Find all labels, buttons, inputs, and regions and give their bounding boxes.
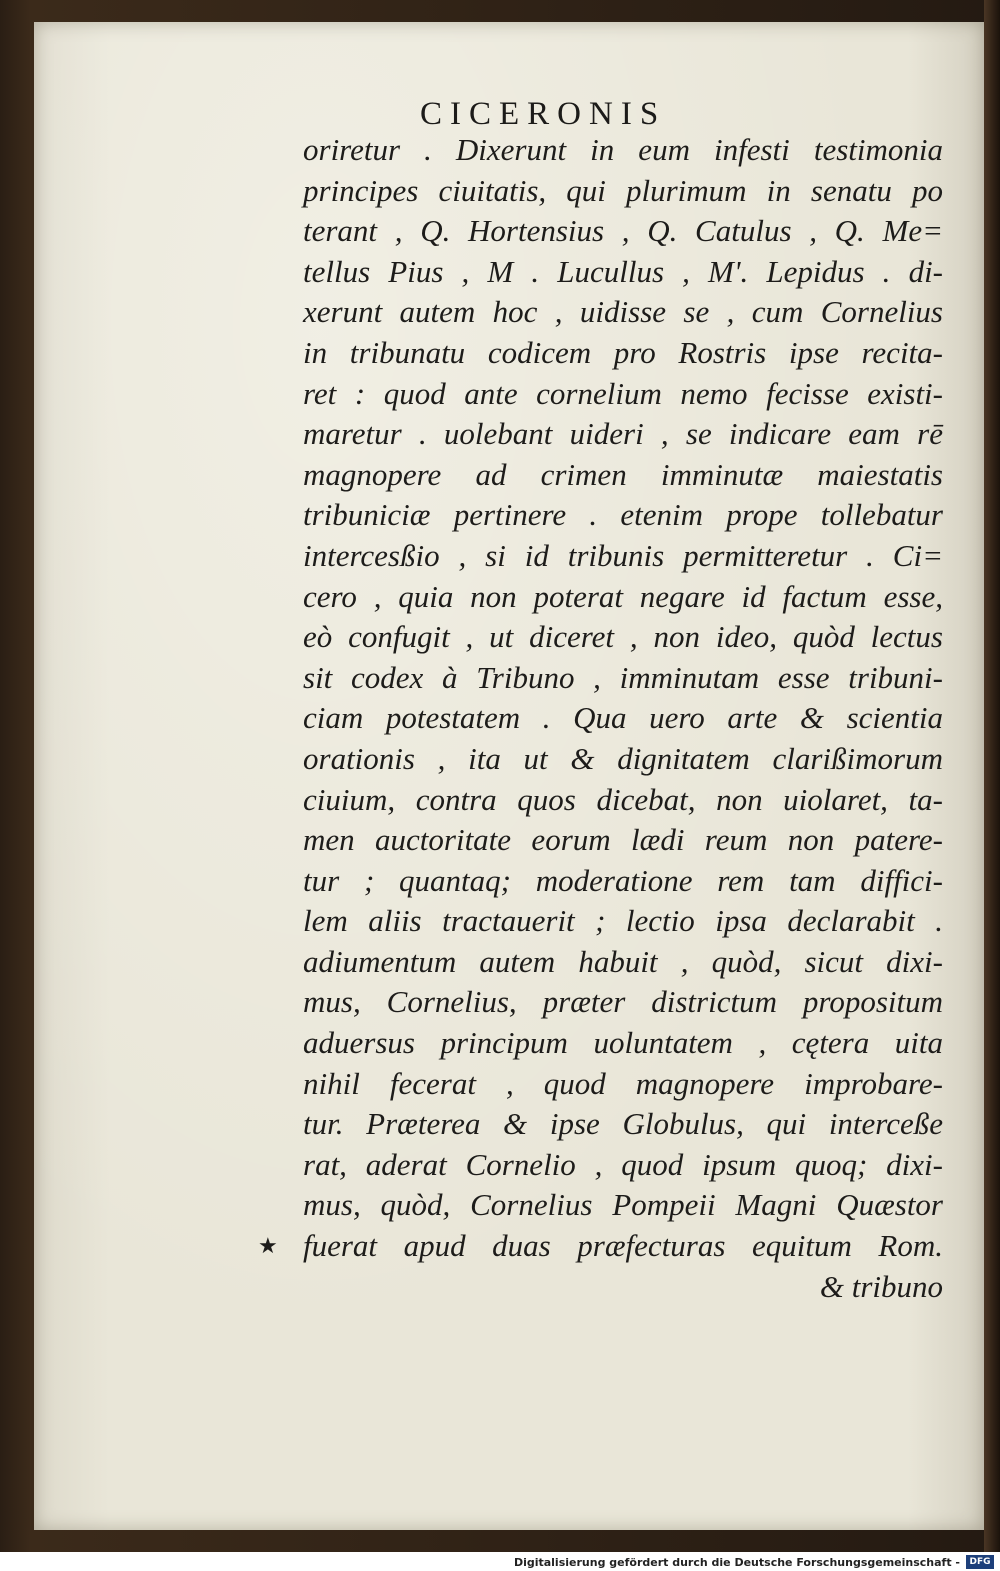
footer-bar xyxy=(0,1552,1000,1571)
text-line: tribuniciæ pertinere . etenim prope tollebatur xyxy=(303,497,943,533)
book-edge xyxy=(984,0,1000,1552)
text-line: ret : quod ante cornelium nemo fecisse existi- xyxy=(303,375,943,411)
text-line: men auctoritate eorum lædi reum non patere- xyxy=(303,822,943,858)
text-line: intercesßio , si id tribunis permitteretur . Ci= xyxy=(303,537,943,573)
text-line: tur ; quantaq; moderatione rem tam diffici- xyxy=(303,862,943,898)
catchword: & tribuno xyxy=(819,1268,943,1304)
text-line: principes ciuitatis, qui plurimum in senatu po xyxy=(303,172,943,208)
running-head: CICERONIS xyxy=(420,96,667,132)
text-line: oriretur . Dixerunt in eum infesti testimonia xyxy=(303,132,943,167)
text-line: eò confugit , ut diceret , non ideo, quòd lectus xyxy=(303,619,943,655)
text-line: sit codex à Tribuno , imminutam esse tribuni- xyxy=(303,659,943,695)
dfg-logo-icon: DFG xyxy=(966,1555,994,1569)
text-line: xerunt autem hoc , uidisse se , cum Cornelius xyxy=(303,294,943,330)
text-line: mus, Cornelius, præter districtum propositum xyxy=(303,984,943,1020)
text-line: adiumentum autem habuit , quòd, sicut dixi- xyxy=(303,943,943,979)
text-line: tellus Pius , M . Lucullus , M'. Lepidus . di- xyxy=(303,253,943,289)
text-line: ciuium, contra quos dicebat, non uiolaret, ta- xyxy=(303,781,943,817)
text-line: fuerat apud duas præfecturas equitum Rom. xyxy=(303,1228,943,1264)
text-line: rat, aderat Cornelio , quod ipsum quoq; dixi- xyxy=(303,1146,943,1182)
text-line: tur. Præterea & ipse Globulus, qui interceße xyxy=(303,1106,943,1142)
marginal-star-icon: ★ xyxy=(258,1234,278,1259)
text-line: maretur . uolebant uideri , se indicare eam rē xyxy=(303,416,943,452)
text-line: in tribunatu codicem pro Rostris ipse recita- xyxy=(303,334,943,370)
text-line: nihil fecerat , quod magnopere improbare- xyxy=(303,1065,943,1101)
text-line: terant , Q. Hortensius , Q. Catulus , Q. Me= xyxy=(303,213,943,249)
text-line: aduersus principum uoluntatem , cętera uita xyxy=(303,1025,943,1061)
text-line: mus, quòd, Cornelius Pompeii Magni Quæstor xyxy=(303,1187,943,1223)
text-line: ciam potestatem . Qua uero arte & scientia xyxy=(303,700,943,736)
footer-credit: Digitalisierung gefördert durch die Deutsche Forschungsgemeinschaft - xyxy=(513,1556,960,1569)
text-line: lem aliis tractauerit ; lectio ipsa declarabit . xyxy=(303,903,943,939)
latin-text-block xyxy=(303,130,943,1307)
text-line: magnopere ad crimen imminutæ maiestatis xyxy=(303,456,943,492)
text-line: cero , quia non poterat negare id factum esse, xyxy=(303,578,943,614)
text-line: orationis , ita ut & dignitatem clarißimorum xyxy=(303,740,943,776)
